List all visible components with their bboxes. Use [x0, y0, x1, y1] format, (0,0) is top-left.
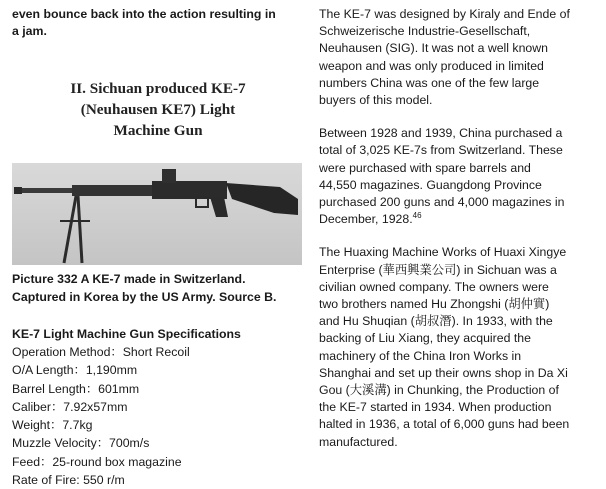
spec-item: Caliber：7.92x57mm: [12, 399, 128, 414]
left-column: [12, 6, 304, 489]
text-line: Neuhausen (SIG). It was not a well known: [319, 41, 548, 56]
spec-list: [12, 343, 304, 489]
text-line: civilian owned company. The owners were: [319, 279, 549, 294]
text-line: buyers of this model.: [319, 93, 433, 108]
text-line: two brothers named Hu Zhongshi (胡仲實): [319, 297, 550, 312]
machine-gun-image: [12, 163, 302, 265]
carryover-line: a jam.: [12, 24, 47, 38]
heading-line: II. Sichuan produced KE-7: [70, 80, 246, 97]
spec-item: Rate of Fire: 550 r/m: [12, 473, 125, 488]
text-line: 44,550 magazines. Guangdong Province: [319, 177, 542, 192]
paragraph-design: [319, 6, 597, 109]
spec-item: Weight：7.7kg: [12, 418, 93, 433]
text-line: purchased 200 guns and 4,000 magazines in: [319, 195, 565, 210]
text-line: numbers China was one of the few large: [319, 75, 540, 90]
spec-item: Operation Method：Short Recoil: [12, 345, 190, 359]
text-line: machinery of the China Iron Works in: [319, 348, 522, 363]
text-line: The KE-7 was designed by Kiraly and Ende of: [319, 7, 570, 21]
spec-item: Feed：25-round box magazine: [12, 454, 182, 469]
text-line: The Huaxing Machine Works of Huaxi Xingye: [319, 245, 567, 260]
text-line: halted in 1936, a total of 6,000 guns had been: [319, 417, 570, 432]
text-line: Between 1928 and 1939, China purchased a: [319, 126, 563, 141]
text-line: and Hu Shuqian (胡叔潛). In 1933, with the: [319, 314, 553, 329]
text-line: weapon and was only produced in limited: [319, 58, 544, 73]
text-line: Gou (大溪溝) in Chunking, the Production of: [319, 383, 559, 398]
heading-line: Machine Gun: [113, 122, 203, 139]
text-line: Shanghai and set up their owns shop in Da Xi: [319, 365, 568, 380]
spec-item: Muzzle Velocity：700m/s: [12, 436, 150, 451]
text-line: Enterprise (華西興業公司) in Sichuan was a: [319, 262, 557, 277]
paragraph-purchases: [319, 125, 597, 228]
text-fragment: December, 1928.: [319, 212, 413, 227]
text-line: backing of Liu Xiang, they acquired the: [319, 331, 531, 346]
machine-gun-photo: [12, 163, 302, 265]
text-line: manufactured.: [319, 434, 398, 449]
heading-line: (Neuhausen KE7) Light: [80, 101, 236, 118]
text-line: the KE-7 started in 1934. When production: [319, 400, 552, 415]
caption-line: Captured in Korea by the US Army. Source B.: [12, 290, 277, 304]
text-line: total of 3,025 KE-7s from Switzerland. These: [319, 143, 563, 158]
text-line: Schweizerische Industrie-Gesellschaft,: [319, 24, 531, 39]
footnote-marker[interactable]: 46: [412, 211, 422, 221]
carryover-text: [12, 6, 304, 40]
carryover-line: even bounce back into the action resulting in: [12, 7, 276, 21]
text-line: were purchased with spare barrels and: [319, 160, 531, 175]
spec-title: KE-7 Light Machine Gun Specifications: [12, 327, 241, 341]
caption-line: Picture 332 A KE-7 made in Switzerland.: [12, 272, 246, 286]
text-line: [319, 211, 597, 228]
spec-item: Barrel Length：601mm: [12, 381, 140, 396]
photo-caption: [12, 270, 304, 306]
right-column: [319, 6, 597, 451]
spec-item: O/A Length：1,190mm: [12, 363, 138, 378]
paragraph-huaxing: [319, 244, 597, 450]
section-heading: [12, 78, 304, 141]
